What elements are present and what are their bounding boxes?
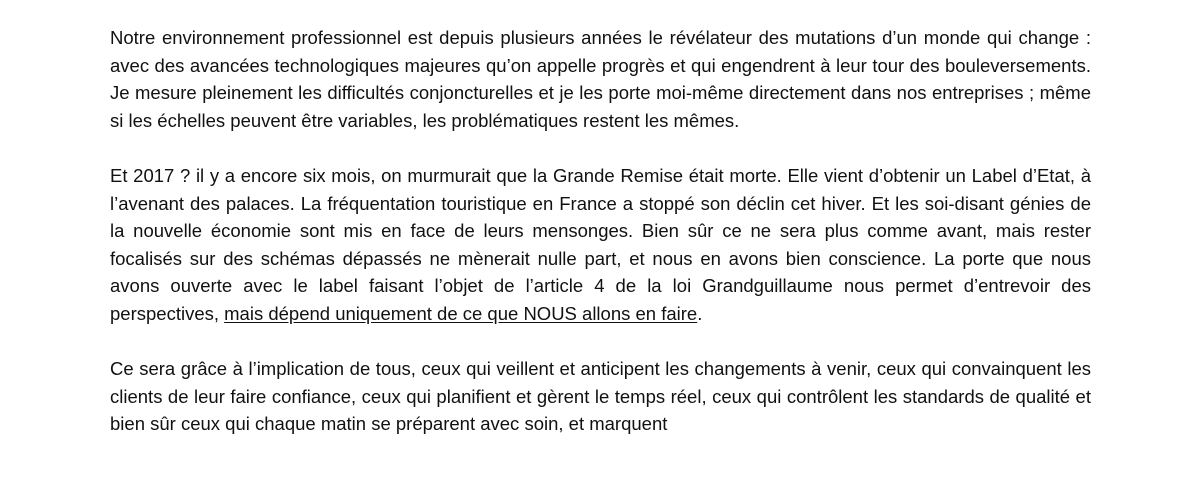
paragraph-2-end: . (697, 302, 703, 324)
paragraph-1: Notre environnement professionnel est depuis plusieurs années le révélateur des mutations d’un monde qui change : avec des avancées technologiques majeures qu’on appelle progrès et qui engendrent à leur tour des bouleversements. Je mesure pleinement les difficultés conjoncturelles et je les porte moi-même directement dans nos entreprises ; même si les échelles peuvent être variables, les problématiques restent les mêmes. (110, 27, 1091, 131)
paragraph-3: Ce sera grâce à l’implication de tous, ceux qui veillent et anticipent les changements à venir, ceux qui convainquent les clients de leur faire confiance, ceux qui planifient et gèrent le temps réel, ceux qui contrôlent les standards de qualité et bien sûr ceux qui chaque matin se préparent avec soin, et marquent (110, 358, 1091, 435)
paragraph-2-text: Et 2017 ? il y a encore six mois, on murmurait que la Grande Remise était morte. Elle vient d’obtenir un Label d’Etat, à l’avenant des palaces. La fréquentation touristique en France a stoppé son déclin cet hiver. Et les soi-disant génies de la nouvelle économie sont mis en face de leurs mensonges. Bien sûr ce ne sera plus comme avant, mais rester focalisés sur des schémas dépassés ne mènerait nulle part, et nous en avons bien conscience. La porte que nous avons ouverte avec le label faisant l’objet de l’article 4 de la loi Grandguillaume nous permet d’entrevoir des perspectives, (110, 164, 1091, 324)
paragraph-2 (110, 162, 1091, 328)
document-body (110, 24, 1091, 438)
paragraph-2-underlined-text: mais dépend uniquement de ce que NOUS allons en faire (224, 302, 698, 324)
